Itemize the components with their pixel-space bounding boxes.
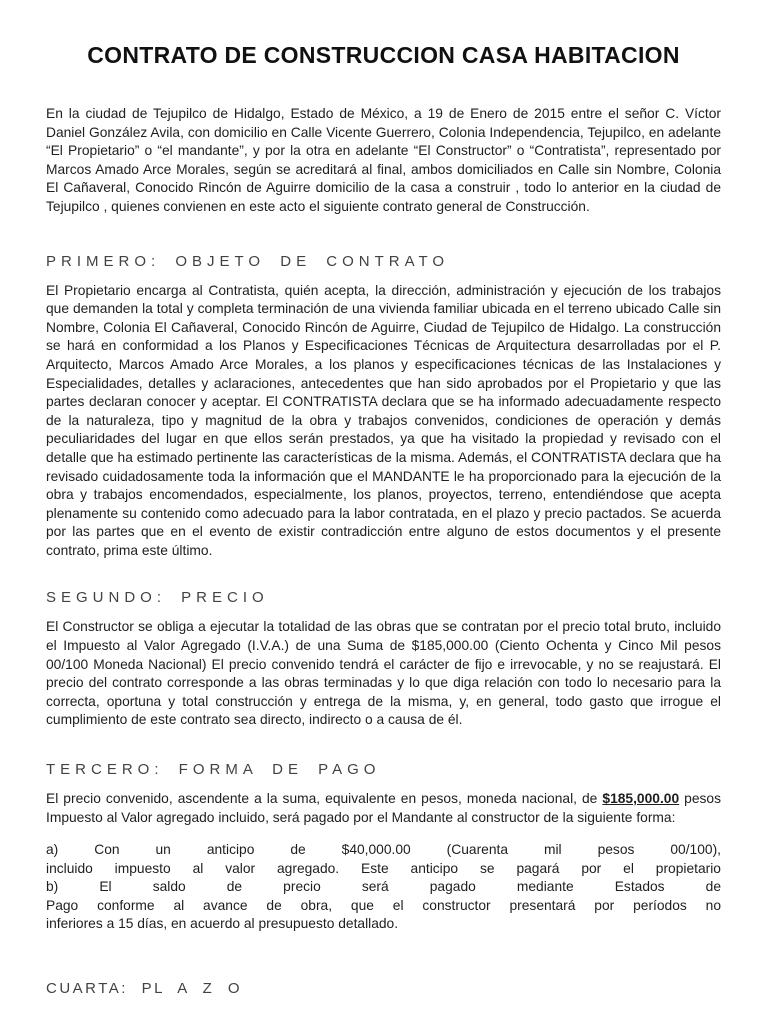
payment-line-a: a) Con un anticipo de $40,000.00 (Cuarenta mil pesos 00/100),	[46, 842, 721, 858]
section-heading-segundo: SEGUNDO: PRECIO	[46, 589, 269, 607]
contract-amount-highlight: $185,000.00	[602, 791, 680, 807]
intro-paragraph: En la ciudad de Tejupilco de Hidalgo, Estado de México, a 19 de Enero de 2015 entre el señor C. Víctor Daniel González Avila, con domicilio en Calle Vicente Guerrero, Colonia Independencia, Tejupilco, en adelante “El Propietario” o “el mandante”, y por la otra en adelante “El Constructor” o “Contratista”, representado por Marcos Amado Arce Morales, según se acreditará al final, ambos domiciliados en Calle sin Nombre, Colonia El Cañaveral, Conocido Rincón de Aguirre domicilio de la casa a construir , todo lo anterior en la ciudad de Tejupilco , quienes convienen en este acto el siguiente contrato general de Construcción.	[46, 106, 721, 214]
document-title: CONTRATO DE CONSTRUCCION CASA HABITACION	[87, 42, 680, 68]
section-heading-tercero: TERCERO: FORMA DE PAGO	[46, 761, 381, 779]
section-body-tercero	[46, 790, 721, 827]
tercero-intro-after: pesos Impuesto al Valor agregado incluido, será pagado por el Mandante al constructor de la siguiente forma:	[46, 791, 721, 825]
payment-line-a-cont: incluido impuesto al valor agregado. Este anticipo se pagará por el propietario	[46, 860, 721, 876]
section-heading-primero: PRIMERO: OBJETO DE CONTRATO	[46, 252, 450, 270]
payment-line-b-cont: Pago conforme al avance de obra, que el constructor presentará por períodos no	[46, 897, 721, 913]
section-heading-cuarta: CUARTA: PL A Z O	[46, 979, 243, 997]
section-body-primero: El Propietario encarga al Contratista, quién acepta, la dirección, administración y ejecución de los trabajos que demanden la total y completa terminación de una vivienda familiar ubicada en el terreno ubicado Calle sin Nombre, Colonia El Cañaveral, Conocido Rincón de Aguirre, Ciudad de Tejupilco de Hidalgo. La construcción se hará en conformidad a los Planos y Especificaciones Técnicas de Arquitectura desarrolladas por el P. Arquitecto, Marcos Amado Arce Morales, a los planos y especificaciones técnicas de las Instalaciones y Especialidades, detalles y aclaraciones, antecedentes que han sido aprobados por el Propietario y que las partes declaran conocer y aceptar. El CONTRATISTA declara que se ha informado adecuadamente respecto de la naturaleza, tipo y magnitud de la obra y trabajos convenidos, condiciones de operación y demás peculiaridades del lugar en que ellos serán prestados, ya que ha visitado la propiedad y revisado con el detalle que ha estimado pertinente las características de la misma. Además, el CONTRATISTA declara que ha revisado cuidadosamente toda la información que el MANDANTE le ha proporcionado para la ejecución de la obra y trabajos encomendados, especialmente, los planos, proyectos, terreno, entendiéndose que acepta plenamente su contenido como adecuado para la labor contratada, en el plazo y precio pactados. Se acuerda por las partes que en el evento de existir contradicción entre alguno de estos documentos y el presente contrato, prima este último.	[46, 282, 721, 558]
payment-line-b: b) El saldo de precio será pagado mediante Estados de	[46, 879, 721, 895]
tercero-intro-before: El precio convenido, ascendente a la suma, equivalente en pesos, moneda nacional, de	[46, 791, 603, 807]
section-body-segundo: El Constructor se obliga a ejecutar la totalidad de las obras que se contratan por el precio total bruto, incluido el Impuesto al Valor Agregado (I.V.A.) de una Suma de $185,000.00 (Ciento Ochenta y Cinco Mil pesos 00/100 Moneda Nacional) El precio convenido tendrá el carácter de fijo e irrevocable, y no se reajustará. El precio del contrato corresponde a las obras terminadas y lo que diga relación con todo lo necesario para la correcta, oportuna y total construcción y entrega de la misma, y, en general, todo gasto que irrogue el cumplimiento de este contrato sea directo, indirecto o a causa de él.	[46, 619, 721, 728]
payment-terms-block	[46, 841, 721, 934]
payment-line-b-end: inferiores a 15 días, en acuerdo al presupuesto detallado.	[46, 916, 399, 932]
